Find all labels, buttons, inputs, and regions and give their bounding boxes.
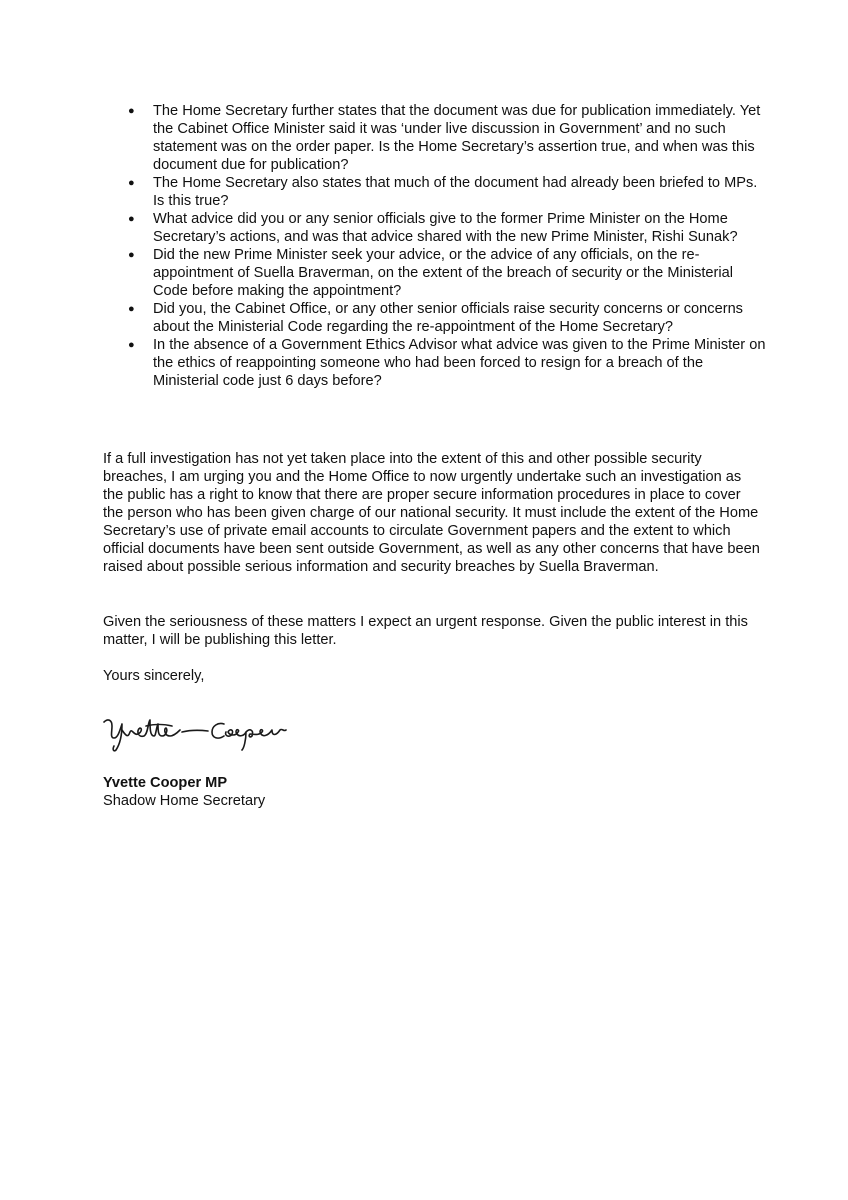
signatory-title: Shadow Home Secretary: [103, 793, 266, 809]
list-item-text: In the absence of a Government Ethics Advisor what advice was given to the Prime Minister on the ethics of reappointing someone who had been forced to resign for a breach of the Ministerial code just 6 days before?: [153, 337, 766, 389]
closing-salutation: Yours sincerely,: [103, 668, 205, 684]
list-item: [128, 210, 768, 246]
bullet-icon: ●: [128, 249, 135, 261]
bullet-icon: ●: [128, 213, 135, 225]
response-paragraph: Given the seriousness of these matters I expect an urgent response. Given the public interest in this matter, I will be publishing this letter.: [103, 614, 748, 648]
list-item: [128, 246, 768, 300]
list-item: [128, 174, 768, 210]
list-item-text: The Home Secretary also states that much of the document had already been briefed to MPs. Is this true?: [153, 175, 758, 209]
bullet-icon: ●: [128, 303, 135, 315]
investigation-paragraph: If a full investigation has not yet taken place into the extent of this and other possible security breaches, I am urging you and the Home Office to now urgently undertake such an investigation as the public has a right to know that there are proper secure information procedures in place to cover the person who has been given charge of our national security. It must include the extent of the Home Secretary’s use of private email accounts to circulate Government papers and the extent to which official documents have been sent outside Government, as well as any other concerns that have been raised about possible serious information and security breaches by Suella Braverman.: [103, 451, 760, 575]
list-item: [128, 102, 768, 174]
bullet-icon: ●: [128, 177, 135, 189]
list-item: [128, 336, 768, 390]
list-item-text: What advice did you or any senior officials give to the former Prime Minister on the Home Secretary’s actions, and was that advice shared with the new Prime Minister, Rishi Sunak?: [153, 211, 738, 245]
handwritten-signature: [100, 708, 290, 754]
signatory-name: Yvette Cooper MP: [103, 775, 228, 791]
question-list: [128, 102, 768, 390]
bullet-icon: ●: [128, 339, 135, 351]
bullet-icon: ●: [128, 105, 135, 117]
list-item-text: Did the new Prime Minister seek your advice, or the advice of any officials, on the re-appointment of Suella Braverman, on the extent of the breach of security or the Ministerial Code before making the appointment?: [153, 247, 734, 299]
list-item-text: Did you, the Cabinet Office, or any other senior officials raise security concerns or concerns about the Ministerial Code regarding the re-appointment of the Home Secretary?: [153, 301, 743, 335]
list-item-text: The Home Secretary further states that the document was due for publication immediately. Yet the Cabinet Office Minister said it was ‘under live discussion in Government’ and no such statement was on the order paper. Is the Home Secretary’s assertion true, and when was this document due for publication?: [153, 103, 761, 173]
list-item: [128, 300, 768, 336]
